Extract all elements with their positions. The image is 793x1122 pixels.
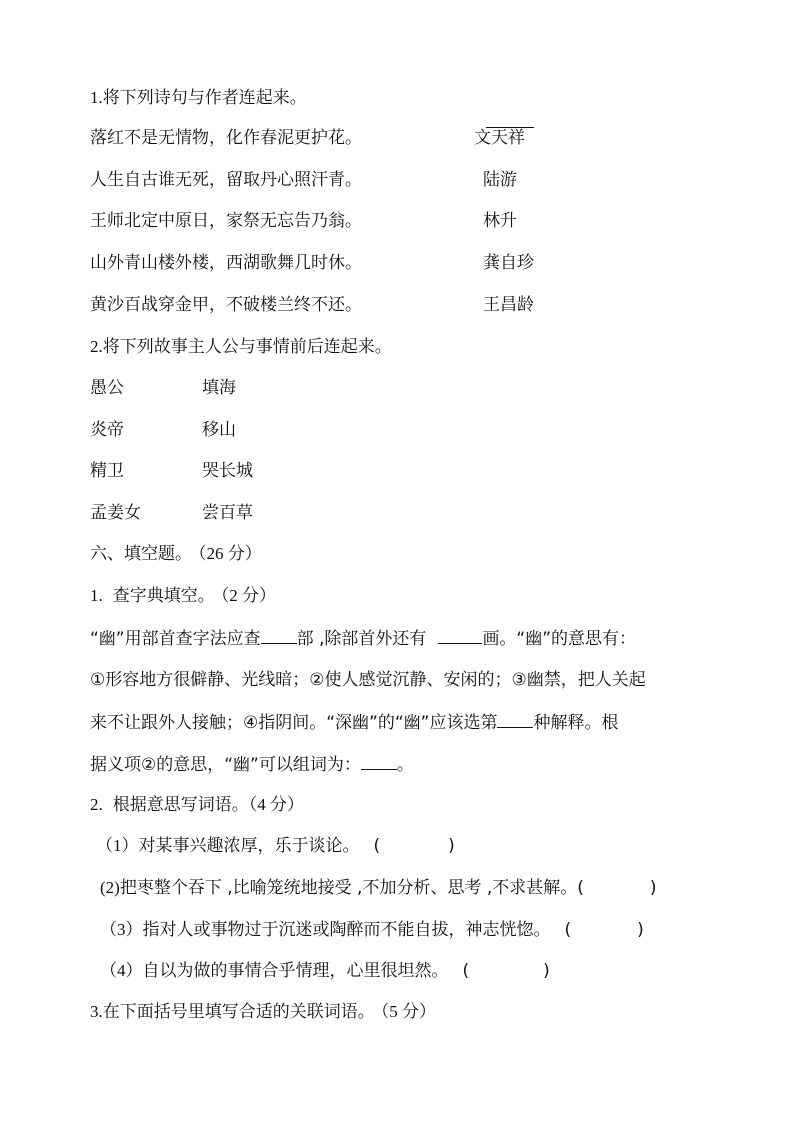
section-6-title: 六、填空题。 xyxy=(90,544,192,564)
s6q1-paragraph-line-2: ①形容地方很僻静、光线暗；②使人感觉沉静、安闲的；③幽禁，把人关起 xyxy=(90,670,646,690)
item-text: 指对人或事物过于沉迷或陶醉而不能自拔，神志恍惚。 xyxy=(142,920,551,940)
s6q2-item-4 xyxy=(100,960,550,982)
item-text: 把枣整个吞下 ,比喻笼统地接受 ,不加分析、思考 ,不求甚解。 xyxy=(119,878,578,898)
s6q2-item-1 xyxy=(96,835,455,857)
s6q2-item-3 xyxy=(100,919,644,941)
s6q3-title-text: 在下面括号里填写合适的关联词语。 xyxy=(102,1002,375,1022)
section-6-score: （26 分） xyxy=(198,544,262,563)
text-segment: 画。“幽”的意思有： xyxy=(482,629,637,649)
q2-title-text: 将下列故事主人公与事情前后连起来。 xyxy=(102,337,392,357)
item-label: （3） xyxy=(100,920,143,939)
text-segment: 部 ,除部首外还有 xyxy=(296,629,427,649)
item-label: （4） xyxy=(100,961,143,980)
close-paren: ) xyxy=(448,836,455,856)
word-group-blank[interactable] xyxy=(361,753,397,770)
text-segment: 据义项②的意思，“幽”可以组词为： xyxy=(90,755,361,775)
open-paren: ( xyxy=(577,878,584,898)
s6q3-number: 3. xyxy=(90,1002,103,1021)
s6q2-title xyxy=(90,794,304,816)
s6q2-title-text: 根据意思写词语。 xyxy=(112,795,249,815)
s6q2-score: （4 分） xyxy=(248,795,304,814)
q2-number: 2. xyxy=(90,337,103,356)
author-4: 龚自珍 xyxy=(483,253,534,273)
section-6-heading xyxy=(90,543,262,565)
event-1: 填海 xyxy=(202,378,236,398)
author-2: 陆游 xyxy=(483,170,517,190)
poem-line-3: 王师北定中原日，家祭无忘告乃翁。 xyxy=(90,211,362,231)
poem-line-4: 山外青山楼外楼，西湖歌舞几时休。 xyxy=(90,253,362,273)
q2-title xyxy=(90,336,392,358)
s6q1-title-text: 查字典填空。 xyxy=(112,586,215,606)
text-segment: 来不让跟外人接触；④指阴间。“深幽”的“幽”应该选第 xyxy=(90,713,498,733)
author-1: 文天祥 xyxy=(474,128,525,148)
s6q1-score: （2 分） xyxy=(220,586,276,605)
poem-line-5: 黄沙百战穿金甲，不破楼兰终不还。 xyxy=(90,295,362,315)
character-4: 孟姜女 xyxy=(90,503,141,523)
q1-title-text: 将下列诗句与作者连起来。 xyxy=(102,88,307,108)
character-3: 精卫 xyxy=(90,461,124,481)
author-3: 林升 xyxy=(483,211,517,231)
text-segment: 。 xyxy=(396,755,414,775)
item-label: （1） xyxy=(96,836,139,855)
close-paren: ) xyxy=(637,920,644,940)
open-paren: ( xyxy=(373,836,381,856)
poem-line-2: 人生自古谁无死，留取丹心照汗青。 xyxy=(90,170,362,190)
s6q1-title xyxy=(90,585,276,607)
character-2: 炎帝 xyxy=(90,420,124,440)
close-paren: ) xyxy=(543,961,550,981)
open-paren: ( xyxy=(564,920,572,940)
meaning-choice-blank[interactable] xyxy=(497,711,533,728)
s6q1-paragraph-line-4 xyxy=(90,753,414,776)
close-paren: ) xyxy=(649,878,657,898)
item-text: 对某事兴趣浓厚，乐于谈论。 xyxy=(138,836,360,856)
character-1: 愚公 xyxy=(90,378,124,398)
event-4: 尝百草 xyxy=(202,503,253,523)
radical-blank[interactable] xyxy=(261,627,297,644)
item-label: (2) xyxy=(100,878,120,897)
s6q2-number: 2. xyxy=(90,795,103,814)
text-segment: “幽”用部首查字法应查 xyxy=(90,629,261,649)
q1-number: 1. xyxy=(90,88,103,107)
open-paren: ( xyxy=(462,961,470,981)
s6q1-paragraph-line-3 xyxy=(90,711,618,734)
event-3: 哭长城 xyxy=(202,461,253,481)
s6q3-score: （5 分） xyxy=(380,1002,436,1021)
author-5: 王昌龄 xyxy=(483,295,534,315)
q1-title xyxy=(90,87,307,109)
s6q2-item-2 xyxy=(100,877,657,899)
s6q1-number: 1. xyxy=(90,586,103,605)
event-2: 移山 xyxy=(202,420,236,440)
item-text: 自以为做的事情合乎情理，心里很坦然。 xyxy=(142,961,449,981)
s6q1-paragraph-line-1 xyxy=(90,627,636,650)
stroke-count-blank[interactable] xyxy=(438,627,482,644)
text-segment: 种解释。根 xyxy=(533,713,619,733)
s6q3-title xyxy=(90,1001,436,1023)
poem-line-1: 落红不是无情物，化作春泥更护花。 xyxy=(90,128,362,148)
